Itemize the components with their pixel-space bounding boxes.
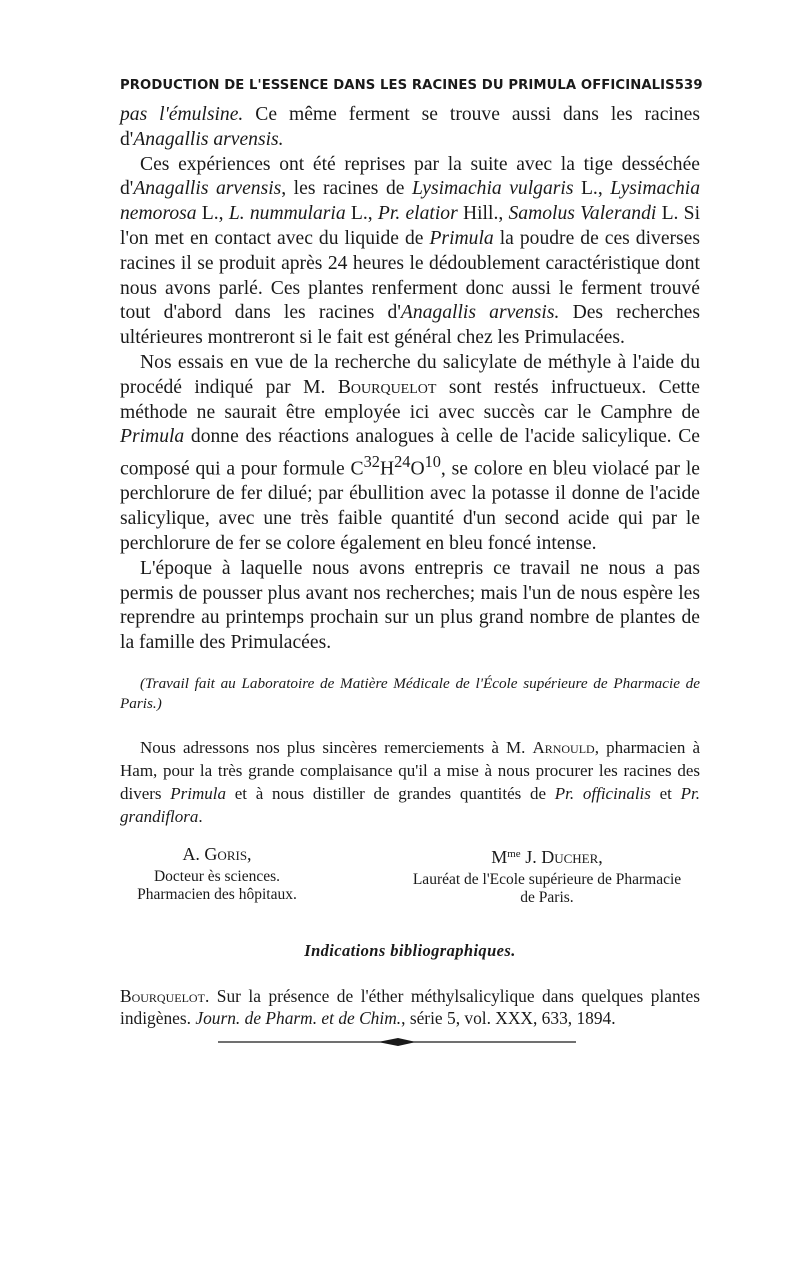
text-run: donne des réactions analogues à celle de l'acide salicylique. Ce composé qui a pour formule C bbox=[120, 426, 700, 480]
bibliography-entry bbox=[120, 985, 700, 1029]
formula-element: H bbox=[379, 458, 395, 480]
text-run: L. Si l'on met en contact avec du liquide de bbox=[120, 203, 701, 249]
paragraph-3 bbox=[120, 351, 700, 557]
italic-text: pas l'émulsine. bbox=[120, 104, 244, 125]
text-run: , pharmacien à Ham, pour la très grande complaisance qu'il a mise à nous procurer les racines des divers bbox=[120, 738, 700, 804]
text-run: L'époque à laquelle nous avons entrepris ce travail ne nous a pas permis de pousser plus avant nos recherches; mais l'un de nous espère les reprendre au printemps prochain sur un plus grand nombre de plantes de la famille des Primulacées. bbox=[120, 557, 700, 654]
acknowledgements bbox=[120, 736, 700, 828]
formula-subscript: 32 bbox=[363, 452, 380, 472]
page-number: 539 bbox=[674, 78, 703, 93]
species-name: Pr. elatior bbox=[377, 203, 458, 225]
text-run: , les racines de bbox=[281, 178, 412, 200]
signatures bbox=[120, 842, 700, 907]
text-run: Hill., bbox=[457, 203, 509, 225]
body-text bbox=[120, 103, 700, 656]
text-run: L., bbox=[345, 203, 378, 225]
text-run: sont restés infructueux. Cette méthode ne saurait être employée ici avec succès car le Camphre de bbox=[120, 376, 700, 423]
text-run: Nos essais en vue de la recherche du salicylate de méthyle à l'aide du procédé indiqué par M. bbox=[120, 351, 700, 398]
text-run: . Sur la présence de l'éther méthylsalicylique dans quelques plantes indigènes. bbox=[120, 986, 700, 1029]
page bbox=[120, 78, 703, 1029]
signature-title: de Paris. bbox=[520, 889, 574, 907]
species-name: Lysimachia vulgaris bbox=[411, 178, 574, 200]
formula-subscript: 24 bbox=[394, 452, 411, 472]
species-name: Anagallis arvensis bbox=[133, 178, 282, 200]
honorific: M bbox=[491, 847, 508, 868]
paragraph-2 bbox=[120, 153, 700, 351]
author-name: Bourquelot bbox=[120, 986, 205, 1007]
paragraph-4 bbox=[120, 557, 700, 656]
text-run: Ces expériences ont été reprises par la suite avec la tige desséchée d' bbox=[120, 153, 700, 200]
species-name: Primula bbox=[170, 784, 227, 804]
text-run: , se colore en bleu violacé par le perchlorure de fer dilué; par ébullition avec la potasse il donne de l'acide salicylique, avec une très faible quantité d'un second acide qui par le perchlorure de fer se colore également en bleu foncé intense. bbox=[120, 458, 700, 555]
species-name: Primula bbox=[120, 426, 185, 448]
signature-title: Docteur ès sciences. bbox=[153, 868, 281, 886]
text-run: . bbox=[198, 807, 203, 827]
laboratory-credit: (Travail fait au Laboratoire de Matière Médicale de l'École supérieure de Pharmacie de Paris.) bbox=[120, 675, 700, 713]
species-name: Pr. officinalis bbox=[554, 784, 651, 804]
species-name: Pr. grandiflora bbox=[120, 784, 701, 827]
person-name: Arnould bbox=[532, 738, 595, 758]
species-name: Anagallis arvensis. bbox=[400, 302, 560, 324]
journal-title: Journ. de Pharm. et de Chim. bbox=[195, 1008, 402, 1029]
signature-title: Lauréat de l'Ecole supérieure de Pharmacie bbox=[412, 871, 682, 889]
signature-title: Pharmacien des hôpitaux. bbox=[137, 886, 297, 904]
signature-name: J. Ducher, bbox=[520, 847, 603, 868]
text-run: et bbox=[650, 784, 681, 804]
text-run: L., bbox=[196, 203, 229, 225]
honorific-sup: me bbox=[507, 848, 521, 861]
paragraph-1 bbox=[120, 103, 700, 153]
signature-goris bbox=[112, 842, 322, 907]
text-run: , série 5, vol. XXX, 633, 1894. bbox=[401, 1008, 616, 1029]
species-name: Lysimachia nemorosa bbox=[120, 178, 701, 225]
end-ornament bbox=[218, 1036, 576, 1048]
text-run: la poudre de ces diverses racines il se produit après 24 heures le dédoublement caractéristique dont nous avons parlé. Ces plantes renferment donc aussi le ferment trouvé tout d'abord dans les racines d' bbox=[120, 227, 701, 324]
signature-ducher bbox=[382, 842, 712, 907]
text-run: L., bbox=[573, 178, 611, 200]
text-run: Des recherches ultérieures montreront si le fait est général chez les Primulacées. bbox=[120, 302, 700, 349]
formula-element: O bbox=[410, 458, 425, 480]
species-name: Primula bbox=[429, 227, 494, 249]
text-run: Ce même ferment se trouve aussi dans les racines d' bbox=[120, 104, 700, 150]
author-name: Bourquelot bbox=[337, 376, 437, 398]
bibliography-title: Indications bibliographiques. bbox=[304, 941, 516, 961]
formula-subscript: 10 bbox=[424, 452, 441, 472]
signature-name: A. Goris, bbox=[182, 844, 252, 865]
text-run: et à nous distiller de grandes quantités de bbox=[226, 784, 555, 804]
species-name: Anagallis arvensis. bbox=[133, 128, 284, 150]
species-name: Samolus Valerandi bbox=[508, 203, 657, 225]
signature-name-line bbox=[382, 842, 712, 869]
species-name: L. nummularia bbox=[228, 203, 346, 225]
running-title: PRODUCTION DE L'ESSENCE DANS LES RACINES DU PRIMULA OFFICINALIS bbox=[120, 78, 675, 93]
running-head bbox=[120, 78, 703, 93]
text-run: Nous adressons nos plus sincères remerciements à M. bbox=[140, 738, 533, 758]
